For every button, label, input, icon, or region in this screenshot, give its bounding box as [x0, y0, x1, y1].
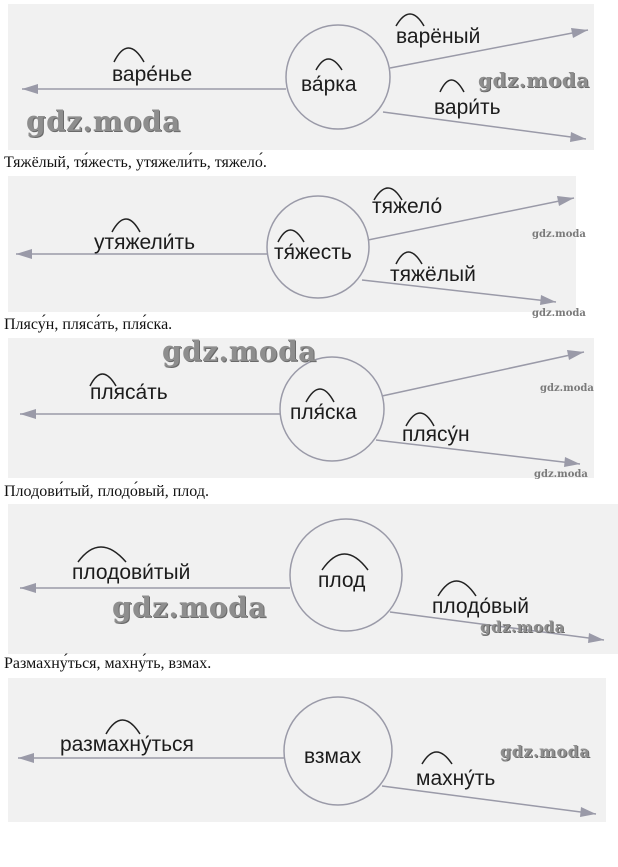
caption-2: Тяжёлый, тя́жесть, утяжели́ть, тяжело́.	[4, 154, 267, 171]
word-center: ва́рка	[301, 73, 357, 96]
word-left: утяжели́ть	[94, 231, 196, 254]
caption-5: Размахну́ться, махну́ть, взмах.	[4, 655, 212, 672]
word-left: размахну́ться	[60, 733, 194, 756]
word-left: варе́нье	[112, 63, 193, 86]
word-lower: вари́ть	[434, 96, 501, 119]
watermark: gdz.moda	[534, 469, 588, 480]
word-lower: плясу́н	[402, 423, 470, 446]
word-left: пляса́ть	[90, 381, 168, 404]
word-center: взмах	[304, 745, 362, 768]
word-upper: тяжело́	[372, 195, 443, 218]
word-center: тя́жесть	[274, 241, 352, 264]
watermark: gdz.moda	[480, 618, 565, 636]
word-center: пля́ска	[290, 401, 357, 424]
watermark: gdz.moda	[532, 308, 586, 319]
watermark: gdz.moda	[112, 591, 267, 624]
scheme-panel-4	[8, 504, 618, 654]
watermark: gdz.moda	[532, 229, 586, 240]
watermark: gdz.moda	[478, 68, 590, 92]
word-center: плод	[318, 569, 366, 592]
watermark: gdz.moda	[26, 105, 181, 138]
word-upper: варёный	[396, 25, 481, 48]
scheme-panel-2	[8, 176, 586, 312]
watermark: gdz.moda	[540, 383, 594, 394]
scheme-panel-3	[8, 335, 594, 480]
scheme-panel-1	[8, 4, 594, 150]
caption-3: Плясу́н, пляса́ть, пля́ска.	[4, 316, 173, 333]
watermark: gdz.moda	[500, 742, 591, 761]
scheme-panel-5	[8, 678, 606, 822]
word-lower: тяжёлый	[390, 263, 476, 286]
word-left: плодови́тый	[72, 561, 191, 584]
caption-4: Плодови́тый, плодо́вый, плод.	[4, 483, 209, 500]
word-lower: махну́ть	[416, 767, 496, 790]
word-lower: плодо́вый	[432, 595, 529, 618]
watermark: gdz.moda	[162, 335, 317, 368]
